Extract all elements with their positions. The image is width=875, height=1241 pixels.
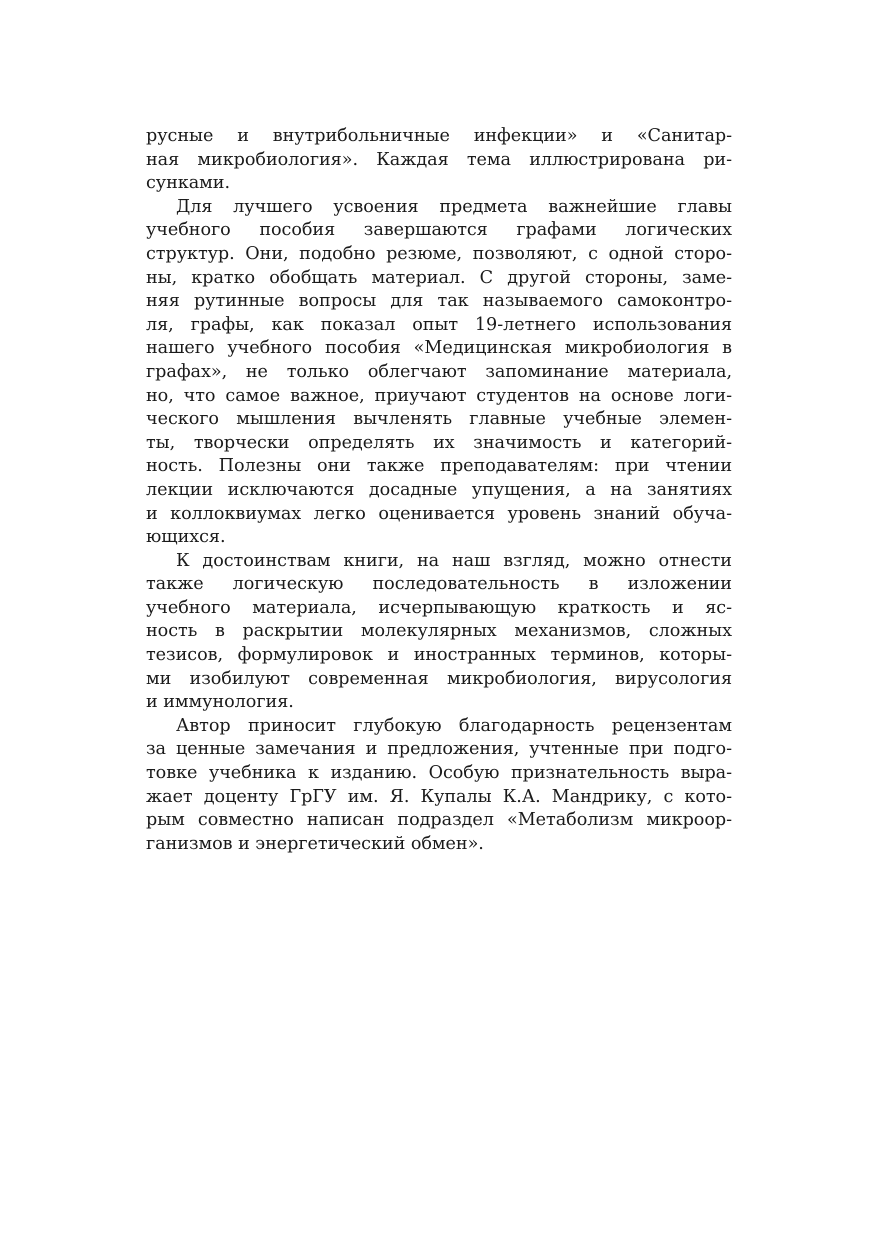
text-line: ганизмов и энергетический обмен». <box>146 833 484 854</box>
text-line: структур. Они, подобно резюме, позволяют, с одной сторо- <box>146 243 732 264</box>
paragraph-2 <box>146 196 732 550</box>
paragraph-3 <box>146 550 732 715</box>
text-line: К достоинствам книги, на наш взгляд, можно отнести <box>176 550 732 571</box>
text-line: ная микробиология». Каждая тема иллюстрирована ри- <box>146 149 732 170</box>
text-line: жает доценту ГрГУ им. Я. Купалы К.А. Мандрику, с кото- <box>146 786 732 807</box>
text-line: также логическую последовательность в изложении <box>146 574 732 595</box>
text-line: ность. Полезны они также преподавателям: при чтении <box>146 456 732 477</box>
text-line: рым совместно написан подраздел «Метаболизм микроор- <box>146 810 732 831</box>
text-line: ность в раскрытии молекулярных механизмов, сложных <box>146 621 732 642</box>
text-line: и коллоквиумах легко оценивается уровень знаний обуча- <box>146 503 732 524</box>
text-line: ми изобилуют современная микробиология, вирусология <box>146 668 732 689</box>
text-line: Для лучшего усвоения предмета важнейшие главы <box>176 196 732 217</box>
paragraph-4 <box>146 715 732 857</box>
text-line: няя рутинные вопросы для так называемого самоконтро- <box>146 291 732 312</box>
text-line: учебного материала, исчерпывающую краткость и яс- <box>146 597 732 618</box>
text-line: тезисов, формулировок и иностранных терминов, которы- <box>146 645 732 666</box>
text-line: русные и внутрибольничные инфекции» и «Санитар- <box>146 126 732 146</box>
text-line: нашего учебного пособия «Медицинская микробиология в <box>146 338 732 359</box>
text-line: сунками. <box>146 173 231 194</box>
paragraph-1 <box>146 125 732 196</box>
text-line: за ценные замечания и предложения, учтенные при подго- <box>146 739 732 760</box>
text-line: ческого мышления вычленять главные учебные элемен- <box>146 409 732 430</box>
text-line: но, что самое важное, приучают студентов на основе логи- <box>146 385 732 406</box>
text-line: и иммунология. <box>146 692 294 713</box>
body-text <box>146 125 732 856</box>
text-line: Автор приносит глубокую благодарность рецензентам <box>176 715 732 736</box>
text-line: товке учебника к изданию. Особую признательность выра- <box>146 763 732 784</box>
text-line: ны, кратко обобщать материал. С другой стороны, заме- <box>146 267 732 288</box>
text-line: ля, графы, как показал опыт 19-летнего использования <box>146 314 732 335</box>
text-line: ты, творчески определять их значимость и категорий- <box>146 432 732 453</box>
text-line: лекции исключаются досадные упущения, а на занятиях <box>146 479 732 500</box>
text-line: ющихся. <box>146 527 226 548</box>
text-line: графах», не только облегчают запоминание материала, <box>146 361 732 382</box>
text-line: учебного пособия завершаются графами логических <box>146 220 732 241</box>
